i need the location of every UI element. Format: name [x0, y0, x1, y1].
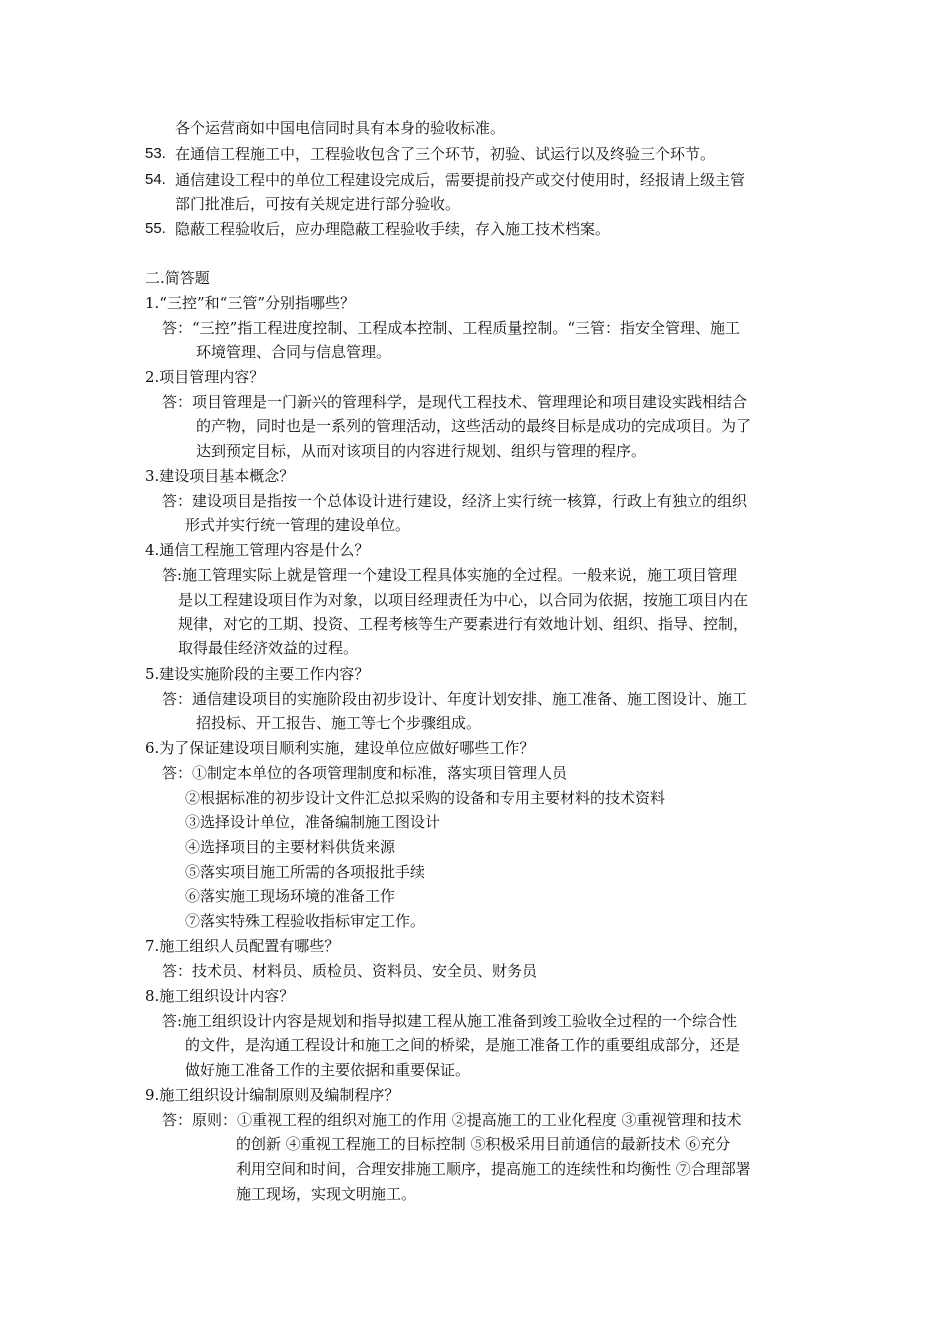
question-5: 5.建设实施阶段的主要工作内容？ — [145, 665, 370, 683]
item-54-line-2: 部门批准后，可按有关规定进行部分验收。 — [175, 195, 461, 213]
item-54-num: 54. — [145, 171, 166, 188]
answer-4-line-4: 取得最佳经济效益的过程。 — [178, 639, 359, 657]
item-54-line-1: 通信建设工程中的单位工程建设完成后，需要提前投产或交付使用时，经报请上级主管 — [175, 171, 746, 189]
question-2: 2.项目管理内容？ — [145, 368, 265, 386]
question-7: 7.施工组织人员配置有哪些？ — [145, 937, 340, 955]
answer-3-line-1: 答：建设项目是指按一个总体设计进行建设，经济上实行统一核算，行政上有独立的组织 — [162, 492, 748, 510]
item-53-line-1: 在通信工程施工中，工程验收包含了三个环节，初验、试运行以及终验三个环节。 — [175, 145, 716, 163]
answer-3-line-2: 形式并实行统一管理的建设单位。 — [185, 516, 411, 534]
question-1: 1.“三控”和“三管”分别指哪些？ — [145, 294, 355, 312]
answer-6-line-6: ⑥落实施工现场环境的准备工作 — [185, 887, 396, 905]
answer-9-line-1: 答：原则：①重视工程的组织对施工的作用 ②提高施工的工业化程度 ③重视管理和技术 — [162, 1111, 742, 1129]
answer-6-line-5: ⑤落实项目施工所需的各项报批手续 — [185, 863, 426, 881]
answer-7-line-1: 答：技术员、材料员、质检员、资料员、安全员、财务员 — [162, 962, 538, 980]
answer-2-line-3: 达到预定目标，从而对该项目的内容进行规划、组织与管理的程序。 — [196, 442, 647, 460]
answer-6-line-4: ④选择项目的主要材料供货来源 — [185, 838, 396, 856]
question-3: 3.建设项目基本概念？ — [145, 467, 295, 485]
answer-2-line-1: 答：项目管理是一门新兴的管理科学，是现代工程技术、管理理论和项目建设实践相结合 — [162, 393, 748, 411]
answer-8-line-1: 答:施工组织设计内容是规划和指导拟建工程从施工准备到竣工验收全过程的一个综合性 — [162, 1012, 738, 1030]
answer-5-line-1: 答：通信建设项目的实施阶段由初步设计、年度计划安排、施工准备、施工图设计、施工 — [162, 690, 748, 708]
answer-1-line-1: 答：“三控”指工程进度控制、工程成本控制、工程质量控制。“三管：指安全管理、施工 — [162, 319, 741, 337]
answer-9-line-2: 的创新 ④重视工程施工的目标控制 ⑤积极采用目前通信的最新技术 ⑥充分 — [236, 1135, 731, 1153]
item-55-num: 55. — [145, 220, 166, 237]
answer-6-line-7: ⑦落实特殊工程验收指标审定工作。 — [185, 912, 426, 930]
item-53-num: 53. — [145, 145, 166, 162]
answer-6-line-1: 答：①制定本单位的各项管理制度和标准，落实项目管理人员 — [162, 764, 568, 782]
answer-4-line-3: 规律，对它的工期、投资、工程考核等生产要素进行有效地计划、组织、指导、控制， — [178, 615, 749, 633]
question-9: 9.施工组织设计编制原则及编制程序？ — [145, 1086, 400, 1104]
answer-5-line-2: 招投标、开工报告、施工等七个步骤组成。 — [196, 714, 482, 732]
answer-9-line-4: 施工现场，实现文明施工。 — [236, 1185, 417, 1203]
answer-4-line-2: 是以工程建设项目作为对象，以项目经理责任为中心，以合同为依据，按施工项目内在 — [178, 591, 749, 609]
answer-2-line-2: 的产物，同时也是一系列的管理活动，这些活动的最终目标是成功的完成项目。为了 — [196, 417, 752, 435]
answer-4-line-1: 答:施工管理实际上就是管理一个建设工程具体实施的全过程。一般来说，施工项目管理 — [162, 566, 738, 584]
answer-6-line-3: ③选择设计单位，准备编制施工图设计 — [185, 813, 441, 831]
answer-8-line-3: 做好施工准备工作的主要依据和重要保证。 — [185, 1061, 471, 1079]
answer-1-line-2: 环境管理、合同与信息管理。 — [196, 343, 392, 361]
question-4: 4.通信工程施工管理内容是什么？ — [145, 541, 370, 559]
item-55-line-1: 隐蔽工程验收后，应办理隐蔽工程验收手续，存入施工技术档案。 — [175, 220, 611, 238]
answer-9-line-3: 利用空间和时间，合理安排施工顺序，提高施工的连续性和均衡性 ⑦合理部署 — [236, 1160, 751, 1178]
question-6: 6.为了保证建设项目顺利实施，建设单位应做好哪些工作？ — [145, 739, 535, 757]
answer-8-line-2: 的文件，是沟通工程设计和施工之间的桥梁，是施工准备工作的重要组成部分，还是 — [185, 1036, 741, 1054]
question-8: 8.施工组织设计内容？ — [145, 987, 295, 1005]
section-title: 二.简答题 — [145, 269, 210, 287]
intro-tail: 各个运营商如中国电信同时具有本身的验收标准。 — [175, 119, 506, 137]
answer-6-line-2: ②根据标准的初步设计文件汇总拟采购的设备和专用主要材料的技术资料 — [185, 789, 666, 807]
